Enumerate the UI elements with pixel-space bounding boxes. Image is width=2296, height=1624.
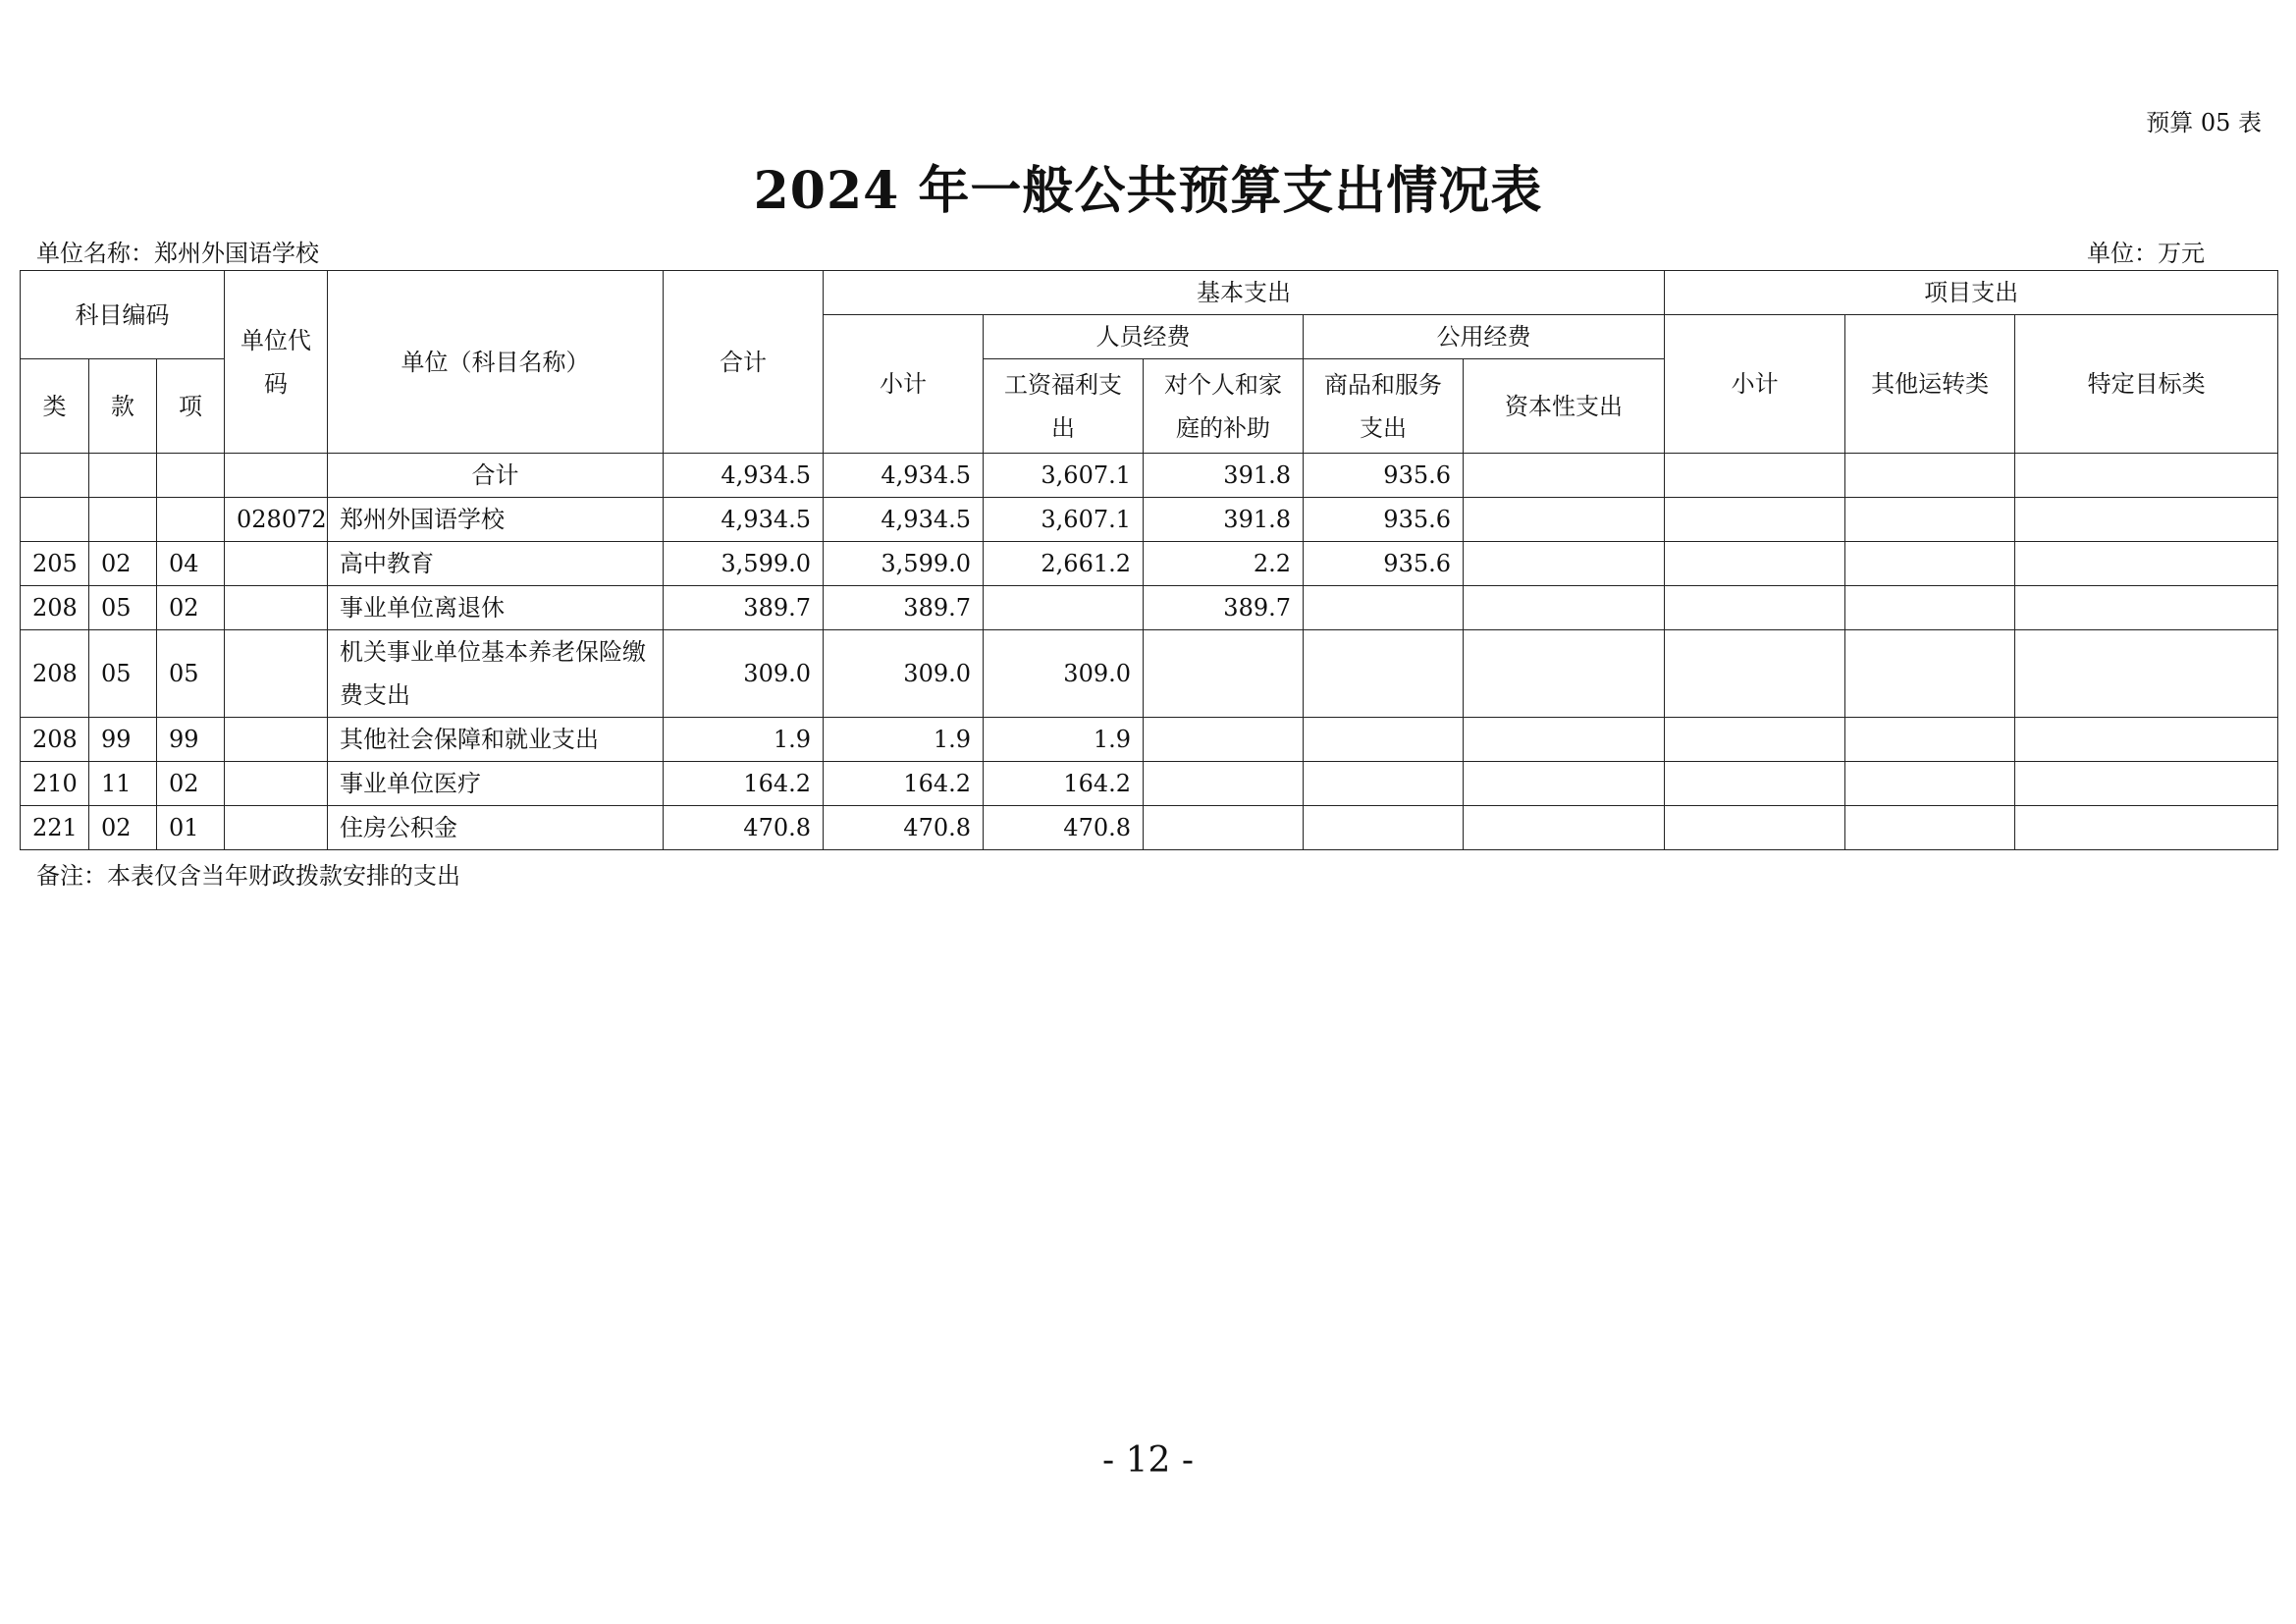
cell-wages: 3,607.1 <box>984 454 1144 498</box>
cell-basic-subtotal: 3,599.0 <box>824 542 984 586</box>
cell-basic-subtotal: 4,934.5 <box>824 454 984 498</box>
cell-total: 3,599.0 <box>664 542 824 586</box>
cell-wages: 309.0 <box>984 630 1144 718</box>
cell-name: 住房公积金 <box>328 806 664 850</box>
table-row <box>21 454 2278 498</box>
cell-project-subtotal <box>1665 542 1845 586</box>
table-row <box>21 762 2278 806</box>
cell-other-transfer <box>1845 586 2015 630</box>
header-goods-services: 商品和服务支出 <box>1304 359 1464 454</box>
cell-kuan <box>89 454 157 498</box>
cell-unit-code: 028072 <box>225 498 328 542</box>
cell-kuan: 02 <box>89 806 157 850</box>
cell-other-transfer <box>1845 498 2015 542</box>
cell-other-transfer <box>1845 630 2015 718</box>
cell-kuan: 05 <box>89 630 157 718</box>
cell-unit-code <box>225 762 328 806</box>
cell-basic-subtotal: 164.2 <box>824 762 984 806</box>
cell-specific <box>2015 542 2278 586</box>
cell-xiang: 05 <box>157 630 225 718</box>
cell-unit-code <box>225 454 328 498</box>
cell-specific <box>2015 718 2278 762</box>
table-row <box>21 630 2278 718</box>
cell-other-transfer <box>1845 806 2015 850</box>
cell-kuan: 99 <box>89 718 157 762</box>
cell-total: 309.0 <box>664 630 824 718</box>
cell-project-subtotal <box>1665 762 1845 806</box>
cell-basic-subtotal: 470.8 <box>824 806 984 850</box>
header-basic-subtotal: 小计 <box>824 315 984 454</box>
cell-lei: 208 <box>21 718 89 762</box>
header-unit-code: 单位代码 <box>225 271 328 454</box>
header-other-transfer: 其他运转类 <box>1845 315 2015 454</box>
table-row <box>21 718 2278 762</box>
cell-project-subtotal <box>1665 586 1845 630</box>
header-total: 合计 <box>664 271 824 454</box>
cell-xiang <box>157 498 225 542</box>
cell-capital <box>1464 762 1665 806</box>
cell-lei: 210 <box>21 762 89 806</box>
cell-lei: 208 <box>21 586 89 630</box>
cell-goods-services <box>1304 762 1464 806</box>
cell-total: 164.2 <box>664 762 824 806</box>
cell-other-transfer <box>1845 454 2015 498</box>
cell-name: 机关事业单位基本养老保险缴费支出 <box>328 630 664 718</box>
cell-specific <box>2015 586 2278 630</box>
budget-table <box>20 270 2278 850</box>
header-specific: 特定目标类 <box>2015 315 2278 454</box>
cell-name: 合计 <box>328 454 664 498</box>
cell-unit-code <box>225 806 328 850</box>
cell-specific <box>2015 806 2278 850</box>
cell-wages: 1.9 <box>984 718 1144 762</box>
cell-capital <box>1464 806 1665 850</box>
cell-xiang: 02 <box>157 762 225 806</box>
cell-goods-services: 935.6 <box>1304 454 1464 498</box>
table-row <box>21 542 2278 586</box>
cell-total: 470.8 <box>664 806 824 850</box>
cell-capital <box>1464 542 1665 586</box>
cell-basic-subtotal: 1.9 <box>824 718 984 762</box>
cell-lei <box>21 454 89 498</box>
cell-subsidies: 389.7 <box>1144 586 1304 630</box>
header-basic: 基本支出 <box>824 271 1665 315</box>
cell-name: 事业单位医疗 <box>328 762 664 806</box>
cell-subsidies <box>1144 806 1304 850</box>
cell-unit-code <box>225 718 328 762</box>
cell-kuan: 05 <box>89 586 157 630</box>
cell-project-subtotal <box>1665 806 1845 850</box>
cell-xiang: 02 <box>157 586 225 630</box>
cell-lei <box>21 498 89 542</box>
cell-goods-services: 935.6 <box>1304 498 1464 542</box>
header-subject-code: 科目编码 <box>21 271 225 359</box>
cell-specific <box>2015 630 2278 718</box>
footnote: 备注：本表仅含当年财政拨款安排的支出 <box>36 862 460 890</box>
cell-goods-services <box>1304 586 1464 630</box>
cell-specific <box>2015 498 2278 542</box>
cell-goods-services <box>1304 806 1464 850</box>
cell-lei: 221 <box>21 806 89 850</box>
currency-unit: 单位：万元 <box>2087 240 2205 267</box>
header-personnel: 人员经费 <box>984 315 1304 359</box>
cell-lei: 208 <box>21 630 89 718</box>
cell-basic-subtotal: 4,934.5 <box>824 498 984 542</box>
header-xiang: 项 <box>157 359 225 454</box>
cell-other-transfer <box>1845 762 2015 806</box>
cell-subsidies <box>1144 630 1304 718</box>
cell-total: 4,934.5 <box>664 498 824 542</box>
table-row <box>21 498 2278 542</box>
cell-kuan: 11 <box>89 762 157 806</box>
cell-kuan <box>89 498 157 542</box>
cell-specific <box>2015 762 2278 806</box>
header-project: 项目支出 <box>1665 271 2278 315</box>
cell-subsidies <box>1144 718 1304 762</box>
cell-specific <box>2015 454 2278 498</box>
cell-total: 1.9 <box>664 718 824 762</box>
cell-name: 其他社会保障和就业支出 <box>328 718 664 762</box>
header-lei: 类 <box>21 359 89 454</box>
form-number: 预算 05 表 <box>2146 109 2262 136</box>
cell-project-subtotal <box>1665 718 1845 762</box>
cell-other-transfer <box>1845 718 2015 762</box>
header-unit-subject-name: 单位（科目名称） <box>328 271 664 454</box>
cell-subsidies <box>1144 762 1304 806</box>
cell-subsidies: 391.8 <box>1144 454 1304 498</box>
page-number: - 12 - <box>1101 1440 1195 1481</box>
header-capital: 资本性支出 <box>1464 359 1665 454</box>
cell-name: 郑州外国语学校 <box>328 498 664 542</box>
cell-wages: 470.8 <box>984 806 1144 850</box>
cell-project-subtotal <box>1665 454 1845 498</box>
cell-lei: 205 <box>21 542 89 586</box>
table-row <box>21 586 2278 630</box>
cell-goods-services <box>1304 630 1464 718</box>
cell-other-transfer <box>1845 542 2015 586</box>
cell-xiang <box>157 454 225 498</box>
cell-wages: 164.2 <box>984 762 1144 806</box>
cell-basic-subtotal: 309.0 <box>824 630 984 718</box>
cell-xiang: 04 <box>157 542 225 586</box>
cell-capital <box>1464 586 1665 630</box>
cell-project-subtotal <box>1665 630 1845 718</box>
cell-basic-subtotal: 389.7 <box>824 586 984 630</box>
header-subsidies: 对个人和家庭的补助 <box>1144 359 1304 454</box>
cell-unit-code <box>225 630 328 718</box>
cell-subsidies: 2.2 <box>1144 542 1304 586</box>
header-project-subtotal: 小计 <box>1665 315 1845 454</box>
cell-capital <box>1464 498 1665 542</box>
cell-wages: 3,607.1 <box>984 498 1144 542</box>
cell-unit-code <box>225 542 328 586</box>
cell-wages: 2,661.2 <box>984 542 1144 586</box>
table-row <box>21 806 2278 850</box>
cell-name: 事业单位离退休 <box>328 586 664 630</box>
cell-total: 389.7 <box>664 586 824 630</box>
cell-capital <box>1464 454 1665 498</box>
cell-total: 4,934.5 <box>664 454 824 498</box>
cell-goods-services: 935.6 <box>1304 542 1464 586</box>
cell-unit-code <box>225 586 328 630</box>
cell-subsidies: 391.8 <box>1144 498 1304 542</box>
cell-capital <box>1464 630 1665 718</box>
cell-kuan: 02 <box>89 542 157 586</box>
cell-goods-services <box>1304 718 1464 762</box>
cell-capital <box>1464 718 1665 762</box>
header-kuan: 款 <box>89 359 157 454</box>
cell-xiang: 99 <box>157 718 225 762</box>
cell-project-subtotal <box>1665 498 1845 542</box>
cell-xiang: 01 <box>157 806 225 850</box>
cell-name: 高中教育 <box>328 542 664 586</box>
page-title: 2024 年一般公共预算支出情况表 <box>753 161 1543 221</box>
unit-name: 单位名称：郑州外国语学校 <box>36 240 319 267</box>
header-public: 公用经费 <box>1304 315 1665 359</box>
cell-wages <box>984 586 1144 630</box>
header-wages: 工资福利支出 <box>984 359 1144 454</box>
